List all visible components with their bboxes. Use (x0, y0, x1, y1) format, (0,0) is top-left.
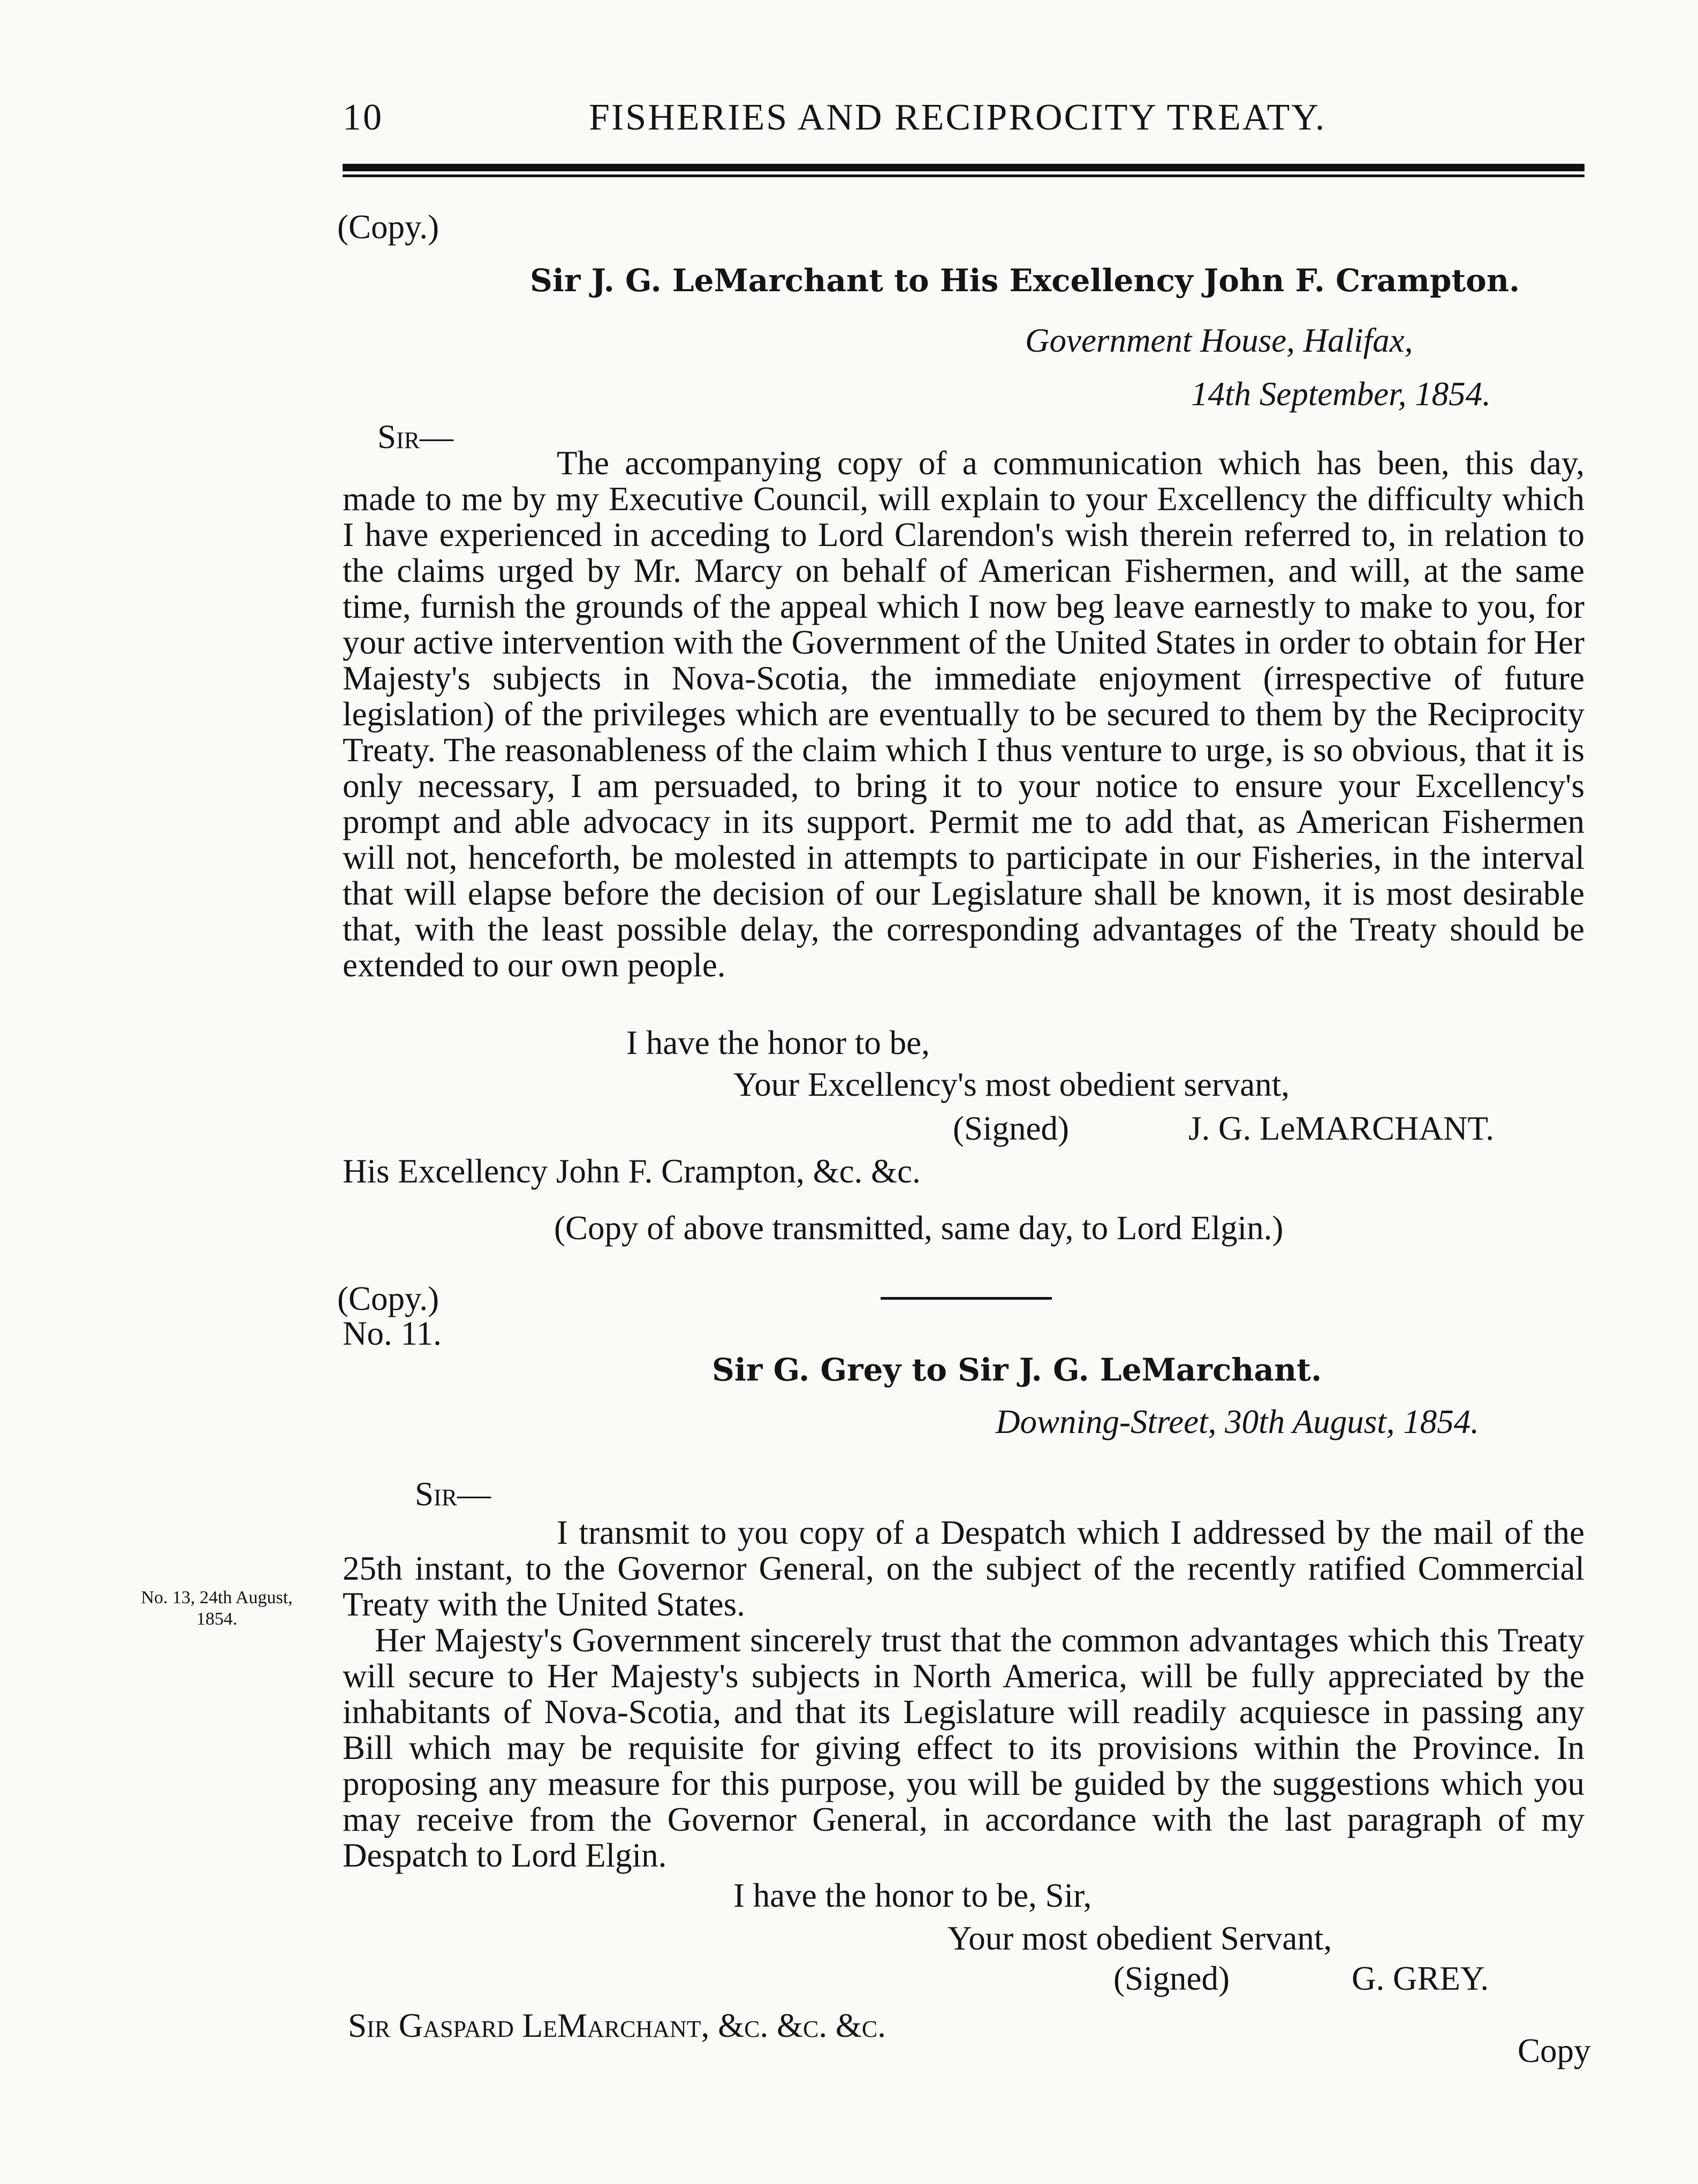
margin-note: No. 13, 24th August, 1854. (141, 1588, 293, 1629)
addressee: Sir Gaspard LeMarchant, &c. &c. &c. (348, 2007, 886, 2044)
page-number: 10 (343, 97, 383, 138)
header-rule-thin (343, 175, 1585, 177)
copy-label: (Copy.) (337, 208, 439, 246)
letter-place-date: Downing-Street, 30th August, 1854. (996, 1403, 1479, 1440)
letter-place: Government House, Halifax, (1025, 322, 1413, 359)
running-title: FISHERIES AND RECIPROCITY TREATY. (589, 97, 1326, 138)
transmittal-note: (Copy of above transmitted, same day, to Lord Elgin.) (554, 1209, 1284, 1247)
signed-label: (Signed) (1113, 1960, 1230, 1997)
section-separator (881, 1297, 1052, 1300)
salutation: Sir— (377, 418, 454, 456)
letter-body: I transmit to you copy of a Despatch which I addressed by the mail of the 25th instant, to the Governor General, on the subject of the recently ratified Commercial Treaty with the United States. Her Majesty's Government sincerely trust that the common advantages which this Treaty will secure to Her Majesty's subjects in North America, will be fully appreciated by the inhabitants of Nova-Scotia, and that its Legislature will readily acquiesce in passing any Bill which may be requisite for giving effect to its provisions within the Province. In proposing any measure for this purpose, you will be guided by the suggestions which you may receive from the Governor General, in accordance with the last paragraph of my Despatch to Lord Elgin. (343, 1514, 1585, 1874)
closing-line-1: I have the honor to be, (626, 1024, 930, 1061)
closing-line-1: I have the honor to be, Sir, (733, 1877, 1092, 1914)
letter-body: The accompanying copy of a communication which has been, this day, made to me by my Executive Council, will explain to your Excellency the difficulty which I have experienced in acceding to Lord Clarendon's wish therein referred to, in relation to the claims urged by Mr. Marcy on behalf of American Fishermen, and will, at the same time, furnish the grounds of the appeal which I now beg leave earnestly to make to you, for your active intervention with the Government of the United States in order to obtain for Her Majesty's subjects in Nova-Scotia, the immediate enjoyment (irrespective of future legislation) of the privileges which are eventually to be secured to them by the Reciprocity Treaty. The reasonableness of the claim which I thus venture to urge, is so obvious, that it is only necessary, I am persuaded, to bring it to your notice to ensure your Excellency's prompt and able advocacy in its support. Permit me to add that, as American Fishermen will not, henceforth, be molested in attempts to participate in our Fisheries, in the interval that will elapse before the decision of our Legislature shall be known, it is most desirable that, with the least possible delay, the corresponding advantages of the Treaty should be extended to our own people. (343, 444, 1585, 984)
letter-title: Sir G. Grey to Sir J. G. LeMarchant. (712, 1352, 1322, 1388)
letter-date: 14th September, 1854. (1191, 375, 1491, 413)
letter-title: Sir J. G. LeMarchant to His Excellency John F. Crampton. (530, 262, 1520, 299)
signed-label: (Signed) (953, 1110, 1069, 1147)
closing-line-2: Your Excellency's most obedient servant, (733, 1066, 1290, 1103)
addressee: His Excellency John F. Crampton, &c. &c. (343, 1152, 921, 1190)
closing-line-2: Your most obedient Servant, (947, 1920, 1332, 1957)
despatch-number: No. 11. (343, 1315, 442, 1352)
copy-label: (Copy.) (337, 1280, 439, 1317)
signature: G. GREY. (1352, 1960, 1489, 1997)
header-rule-thick (343, 164, 1585, 171)
salutation: Sir— (415, 1475, 491, 1513)
catchword: Copy (1518, 2032, 1591, 2069)
signature: J. G. LeMARCHANT. (1188, 1110, 1495, 1147)
